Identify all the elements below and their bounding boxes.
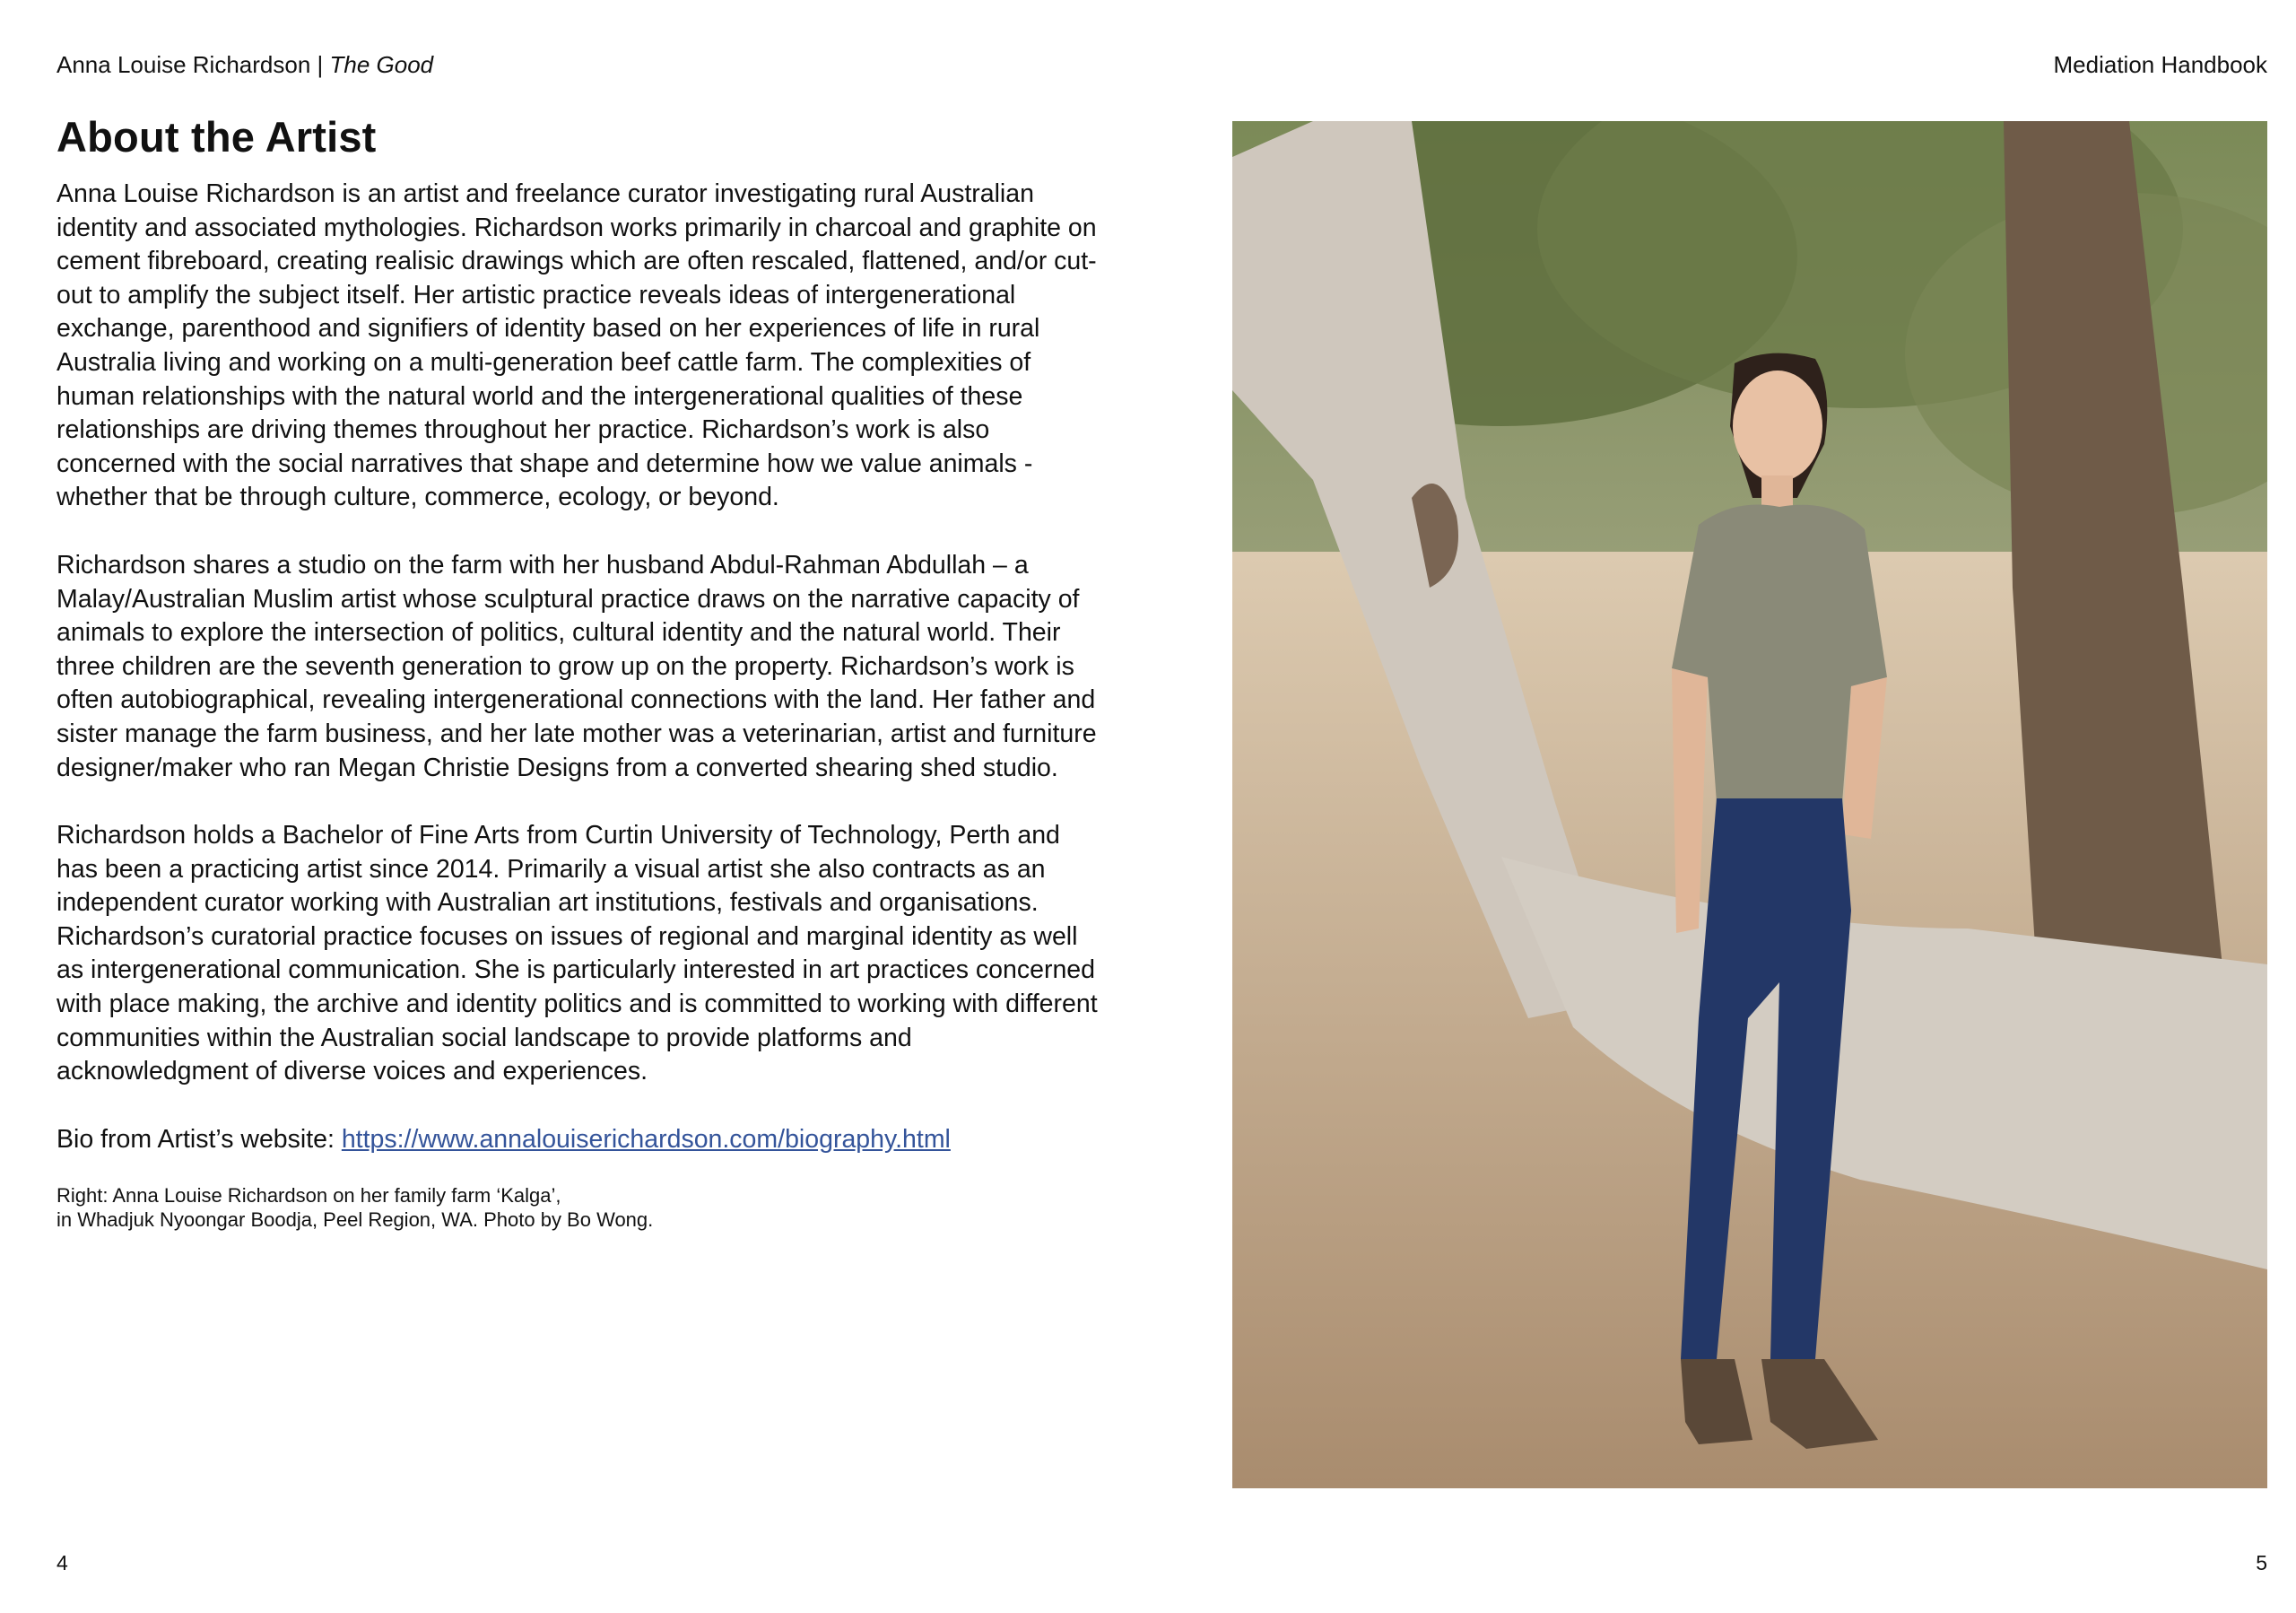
bio-paragraph-3: Richardson holds a Bachelor of Fine Arts from Curtin University of Technology, Perth and has been a practicing artist since 2014. Primarily a visual artist she also contracts as an independent curator working with Australian art institutions, festivals and organisations. Richardson’s curatorial practice focuses on issues of regional and marginal identity as well as intergenerational communication. She is particularly interested in art practices concerned with place making, the archive and identity politics and is committed to working with different communities within the Australian social landscape to provide platforms and acknowledgment of diverse voices and experiences. [57, 821, 1098, 1086]
artist-name-header: Anna Louise Richardson | [57, 51, 330, 78]
running-head-left [57, 50, 433, 79]
page-number-right: 5 [2256, 1551, 2267, 1574]
about-artist-section [57, 106, 1106, 1232]
biography-link[interactable]: https://www.annalouiserichardson.com/biography.html [341, 1124, 951, 1154]
running-head-right: Mediation Handbook [2053, 51, 2267, 78]
page-number-left: 4 [57, 1551, 68, 1574]
bio-paragraph-2: Richardson shares a studio on the farm with her husband Abdul-Rahman Abdullah – a Malay/Australian Muslim artist whose sculptural practice draws on the narrative capacity of animals to explore the intersection of politics, cultural identity and the natural world. Their three children are the seventh generation to grow up on the property. Richardson’s work is often autobiographical, revealing intergenerational connections with the land. Her father and sister manage the farm business, and her late mother was a veterinarian, artist and furniture designer/maker who ran Megan Christie Designs from a converted shearing shed studio. [57, 550, 1097, 782]
caption-line-1: Right: Anna Louise Richardson on her family farm ‘Kalga’, [57, 1184, 561, 1208]
exhibition-title-header: The Good [329, 51, 434, 78]
caption-line-2: in Whadjuk Nyoongar Boodja, Peel Region, WA. Photo by Bo Wong. [57, 1208, 654, 1232]
bio-source [57, 1123, 1106, 1157]
page-title: About the Artist [57, 113, 377, 161]
portrait-illustration [1232, 121, 2267, 1488]
face [1733, 371, 1822, 482]
portrait-photo [1232, 121, 2267, 1488]
bio-source-label: Bio from Artist’s website: [57, 1124, 342, 1154]
photo-caption [57, 1183, 1106, 1232]
bio-paragraph-1: Anna Louise Richardson is an artist and freelance curator investigating rural Australian identity and associated mythologies. Richardson works primarily in charcoal and graphite on cement fibreboard, creating realisic drawings which are often rescaled, flattened, and/or cut-out to amplify the subject itself. Her artistic practice reveals ideas of intergenerational exchange, parenthood and signifiers of identity based on her experiences of life in rural Australia living and working on a multi-generation beef cattle farm. The complexities of human relationships with the natural world and the intergenerational qualities of these relationships are driving themes throughout her practice. Richardson’s work is also concerned with the social narratives that shape and determine how we value animals - whether that be through culture, commerce, ecology, or beyond. [57, 179, 1097, 512]
